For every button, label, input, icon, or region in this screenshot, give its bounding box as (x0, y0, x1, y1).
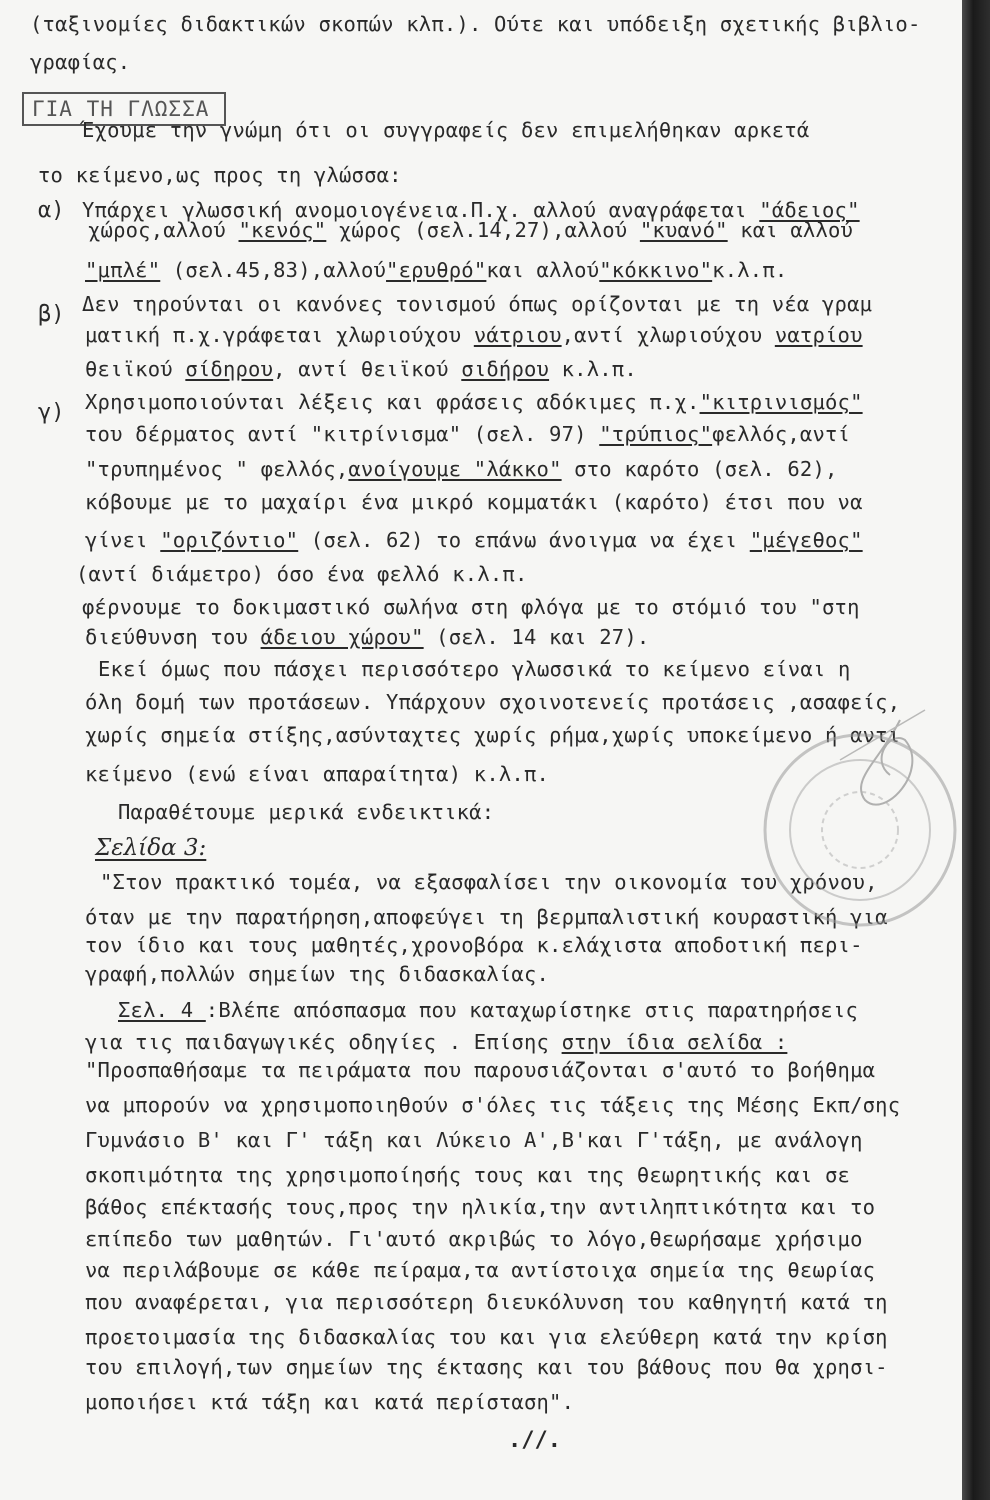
underlined-term: "κιτρινισμός" (699, 390, 863, 414)
text-line: το κείμενο,ως προς τη γλώσσα: (38, 163, 402, 187)
page-4-label: Σελ. 4 (118, 998, 206, 1022)
text-segment: γίνει (85, 528, 161, 552)
text-line: Εκεί όμως που πάσχει περισσότερο γλωσσικά το κείμενο είναι η (98, 657, 851, 681)
text-segment: ματική π.χ.γράφεται χλωριούχου (85, 323, 474, 347)
text-segment: στο καρότο (σελ. 62), (561, 457, 838, 481)
underlined-term: "ερυθρό" (386, 258, 487, 282)
text-segment: (σελ. 62) το επάνω άνοιγμα να έχει (298, 528, 750, 552)
text-line: χωρίς σημεία στίξης,ασύνταχτες χωρίς ρήμα,χωρίς υποκείμενο ή αντι (85, 723, 901, 747)
item-marker-b: β) (38, 302, 65, 327)
official-stamp-icon (690, 700, 970, 960)
quote-line: "Προσπαθήσαμε τα πειράματα που παρουσιάζονται σ'αυτό το βοήθημα (85, 1058, 876, 1082)
quote-line: τον ίδιο και τους μαθητές,χρονοβόρα κ.ελάχιστα αποδοτική περι- (85, 933, 863, 957)
page-4-line-2 (85, 1030, 787, 1054)
page-4-line (118, 998, 858, 1022)
text-segment: διεύθυνση του (85, 625, 261, 649)
quote-line: προετοιμασία της διδασκαλίας του και για ελεύθερη κατά την κρίση (85, 1325, 888, 1349)
underlined-term: σίδηρου (185, 357, 274, 381)
underlined-term: ανοίγουμε "λάκκο" (348, 457, 562, 481)
text-segment: Υπάρχει γλωσσική ανομοιογένεια.Π.χ. αλλού αναγράφεται (82, 198, 760, 222)
text-line: Έχουμε την γνώμη ότι οι συγγραφείς δεν επιμελήθηκαν αρκετά (82, 118, 810, 142)
quote-line: να μπορούν να χρησιμοποιηθούν σ'όλες τις τάξεις της Μέσης Εκπ/σης (85, 1093, 901, 1117)
underlined-term: "κενός" (238, 218, 327, 242)
text-segment: φελλός,αντί (712, 422, 851, 446)
quote-line: που αναφέρεται, για περισσότερη διευκόλυνση του καθηγητή κατά τη (85, 1290, 888, 1314)
item-c-line-1 (85, 390, 863, 414)
underlined-term: στην ίδια σελίδα : (561, 1030, 788, 1054)
page-number: .//. (508, 1428, 561, 1453)
item-c-line-8 (85, 625, 649, 649)
quote-line: γραφή,πολλών σημείων της διδασκαλίας. (85, 962, 550, 986)
text-segment: χώρος,αλλού (88, 218, 239, 242)
underlined-term: "μπλέ" (85, 258, 161, 282)
item-b-line-3 (85, 357, 637, 381)
quote-line: σκοπιμότητα της χρησιμοποίησής τους και της θεωρητικής και σε (85, 1163, 851, 1187)
item-marker-c: γ) (38, 400, 65, 425)
text-line: (ταξινομίες διδακτικών σκοπών κλπ.). Ούτε και υπόδειξη σχετικής βιβλιο- (30, 12, 921, 36)
text-segment: χώρος (σελ.14,27),αλλού (326, 218, 640, 242)
section-heading: ΓΙΑ ΤΗ ΓΛΩΣΣΑ (22, 92, 226, 126)
item-c-line-7: φέρνουμε το δοκιμαστικό σωλήνα στη φλόγα με το στόμιό του "στη (82, 595, 860, 619)
item-a-line-2 (88, 218, 853, 242)
underlined-term: νατρίου (774, 323, 863, 347)
underlined-term: "μέγεθος" (749, 528, 863, 552)
quote-line: βάθος επέκτασής τους,προς την ηλικία,την αντιληπτικότητα και το (85, 1195, 876, 1219)
text-line: όλη δομή των προτάσεων. Υπάρχουν σχοινοτενείς προτάσεις ,ασαφείς, (85, 690, 901, 714)
text-segment: , αντί θειϊκού (273, 357, 462, 381)
quote-line: επίπεδο των μαθητών. Γι'αυτό ακριβώς το λόγο,θεωρήσαμε χρήσιμο (85, 1227, 863, 1251)
page-3-label: Σελίδα 3: (95, 835, 207, 861)
text-segment: (σελ. 14 και 27). (423, 625, 650, 649)
quote-line: Γυμνάσιο Β' και Γ' τάξη και Λύκειο Α',Β'και Γ'τάξη, με ανάλογη (85, 1128, 863, 1152)
text-segment: :Βλέπε απόσπασμα που καταχωρίστηκε στις παρατηρήσεις (205, 998, 858, 1022)
text-line: Παραθέτουμε μερικά ενδεικτικά: (118, 800, 495, 824)
item-marker-a: α) (38, 198, 65, 223)
item-b-line-2 (85, 323, 863, 347)
quote-line: "Στον πρακτικό τομέα, να εξασφαλίσει την οικονομία του χρόνου, (100, 870, 878, 894)
quote-line: να περιλάβουμε σε κάθε πείραμα,τα αντίστοιχα σημεία της θεωρίας (85, 1258, 876, 1282)
underlined-term: νάτριου (473, 323, 562, 347)
underlined-term: "κυανό" (639, 218, 728, 242)
text-segment: ,αντί χλωριούχου (561, 323, 775, 347)
text-segment: θειϊκού (85, 357, 186, 381)
text-segment: και αλλού (727, 218, 854, 242)
item-b-line-1: Δεν τηρούνται οι κανόνες τονισμού όπως ορίζονται με τη νέα γραμ (82, 292, 873, 316)
text-segment: κ.λ.π. (712, 258, 788, 282)
text-segment: και αλλού (486, 258, 600, 282)
quote-line: του επιλογή,των σημείων της έκτασης και του βάθους που θα χρησι- (85, 1355, 888, 1379)
item-c-line-3 (85, 457, 838, 481)
underlined-term: σιδήρου (461, 357, 550, 381)
item-c-line-4: κόβουμε με το μαχαίρι ένα μικρό κομματάκι (καρότο) έτσι που να (85, 490, 863, 514)
text-line: γραφίας. (30, 50, 131, 74)
item-c-line-2 (85, 422, 850, 446)
text-segment: κ.λ.π. (549, 357, 637, 381)
item-c-line-6: (αντί διάμετρο) όσο ένα φελλό κ.λ.π. (76, 562, 528, 586)
item-c-line-5 (85, 528, 863, 552)
item-a-line-3 (85, 258, 787, 282)
quote-line: όταν με την παρατήρηση,αποφεύγει τη βερμπαλιστική κουραστική για (85, 905, 888, 929)
text-segment: του δέρματος αντί "κιτρίνισμα" (σελ. 97) (85, 422, 600, 446)
text-segment: για τις παιδαγωγικές οδηγίες . Επίσης (85, 1030, 562, 1054)
underlined-term: "τρύπιος" (599, 422, 713, 446)
underlined-term: "άδειος" (759, 198, 860, 222)
scan-edge (962, 0, 990, 1500)
text-segment: "τρυπημένος " φελλός, (85, 457, 349, 481)
text-line: κείμενο (ενώ είναι απαραίτητα) κ.λ.π. (85, 762, 550, 786)
underlined-term: "κόκκινο" (599, 258, 713, 282)
quote-line: μοποιήσει κτά τάξη και κατά περίσταση". (85, 1390, 575, 1414)
underlined-term: "οριζόντιο" (160, 528, 299, 552)
text-segment: Χρησιμοποιούνται λέξεις και φράσεις αδόκιμες π.χ. (85, 390, 700, 414)
underlined-term: άδειου χώρου" (260, 625, 424, 649)
text-segment: (σελ.45,83),αλλού (160, 258, 387, 282)
